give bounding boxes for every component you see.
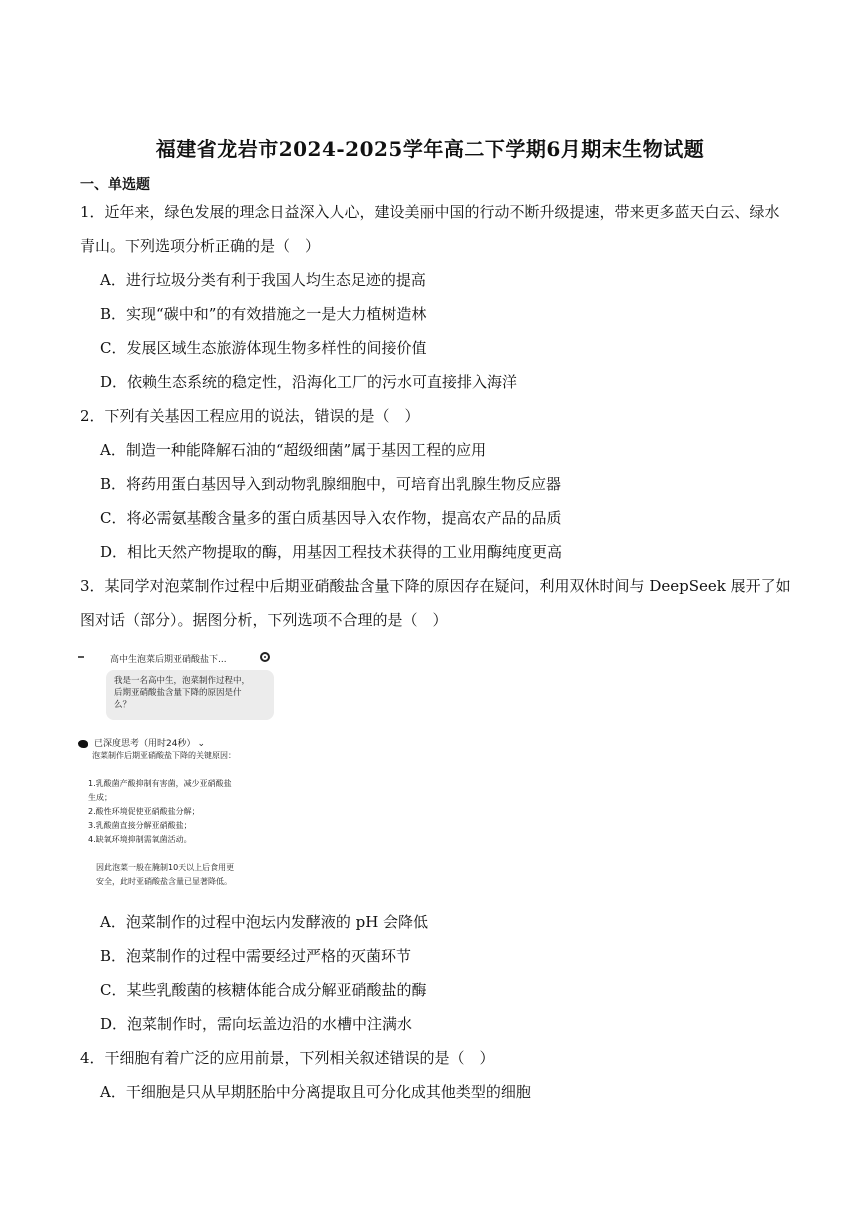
answer-line: 生成； <box>88 793 112 802</box>
question-2-option-c: C．将必需氨基酸含量多的蛋白质基因导入农作物，提高农产品的品质 <box>100 509 562 527</box>
conversation-title: 高中生泡菜后期亚硝酸盐下... <box>110 655 227 665</box>
question-2-option-a: A．制造一种能降解石油的“超级细菌”属于基因工程的应用 <box>100 441 487 459</box>
answer-line: 泡菜制作后期亚硝酸盐下降的关键原因： <box>92 751 236 760</box>
question-1-stem-line-2: 青山。下列选项分析正确的是（ ） <box>80 237 321 255</box>
question-3-option-a: A．泡菜制作的过程中泡坛内发酵液的 pH 会降低 <box>100 913 429 931</box>
question-3-option-d: D．泡菜制作时，需向坛盖边沿的水槽中注满水 <box>100 1015 413 1033</box>
question-2-stem: 2．下列有关基因工程应用的说法，错误的是（ ） <box>80 407 420 425</box>
new-chat-icon <box>260 652 270 662</box>
question-1-stem-line-1: 1．近年来，绿色发展的理念日益深入人心，建设美丽中国的行动不断升级提速，带来更多蓝天白云、绿水 <box>80 203 780 221</box>
answer-line: 2.酸性环境促使亚硝酸盐分解； <box>88 807 200 816</box>
question-3-stem-line-2: 图对话（部分）。据图分析，下列选项不合理的是（ ） <box>80 611 448 629</box>
page-title: 福建省龙岩市2024-2025学年高二下学期6月期末生物试题 <box>155 137 705 161</box>
answer-line: 1.乳酸菌产酸抑制有害菌，减少亚硝酸盐 <box>88 779 232 788</box>
answer-line: 安全，此时亚硝酸盐含量已显著降低。 <box>96 877 232 886</box>
user-message-line: 我是一名高中生，泡菜制作过程中， <box>114 676 251 686</box>
answer-line: 3.乳酸菌直接分解亚硝酸盐； <box>88 821 192 830</box>
question-1-option-c: C．发展区域生态旅游体现生物多样性的间接价值 <box>100 339 427 357</box>
chat-screenshot-figure <box>78 650 283 900</box>
answer-line: 因此泡菜一般在腌制10天以上后食用更 <box>96 863 235 872</box>
question-1-option-b: B．实现“碳中和”的有效措施之一是大力植树造林 <box>100 305 427 323</box>
question-2-option-b: B．将药用蛋白基因导入到动物乳腺细胞中，可培育出乳腺生物反应器 <box>100 475 562 493</box>
chevron-down-icon: ⌄ <box>197 739 205 749</box>
user-message-bubble <box>106 670 274 720</box>
question-1-option-d: D．依赖生态系统的稳定性，沿海化工厂的污水可直接排入海洋 <box>100 373 518 391</box>
question-4-stem: 4．干细胞有着广泛的应用前景，下列相关叙述错误的是（ ） <box>80 1049 495 1067</box>
deepseek-logo-icon <box>78 740 88 748</box>
thinking-label: 已深度思考（用时24秒） <box>94 739 196 749</box>
question-3-stem-line-1: 3．某同学对泡菜制作过程中后期亚硝酸盐含量下降的原因存在疑问，利用双休时间与 DeepSeek 展开了如 <box>80 577 791 595</box>
section-heading: 一、单选题 <box>80 177 150 193</box>
user-message-line: 么？ <box>114 700 132 710</box>
question-3-option-c: C．某些乳酸菌的核糖体能合成分解亚硝酸盐的酶 <box>100 981 427 999</box>
question-1-option-a: A．进行垃圾分类有利于我国人均生态足迹的提高 <box>100 271 426 289</box>
thinking-status <box>78 736 205 749</box>
question-3-option-b: B．泡菜制作的过程中需要经过严格的灭菌环节 <box>100 947 412 965</box>
user-message-line: 后期亚硝酸盐含量下降的原因是什 <box>114 688 242 698</box>
answer-line: 4.缺氧环境抑制需氧菌活动。 <box>88 835 192 844</box>
menu-dash-icon <box>78 656 84 658</box>
question-4-option-a: A．干细胞是只从早期胚胎中分离提取且可分化成其他类型的细胞 <box>100 1083 531 1101</box>
question-2-option-d: D．相比天然产物提取的酶，用基因工程技术获得的工业用酶纯度更高 <box>100 543 563 561</box>
